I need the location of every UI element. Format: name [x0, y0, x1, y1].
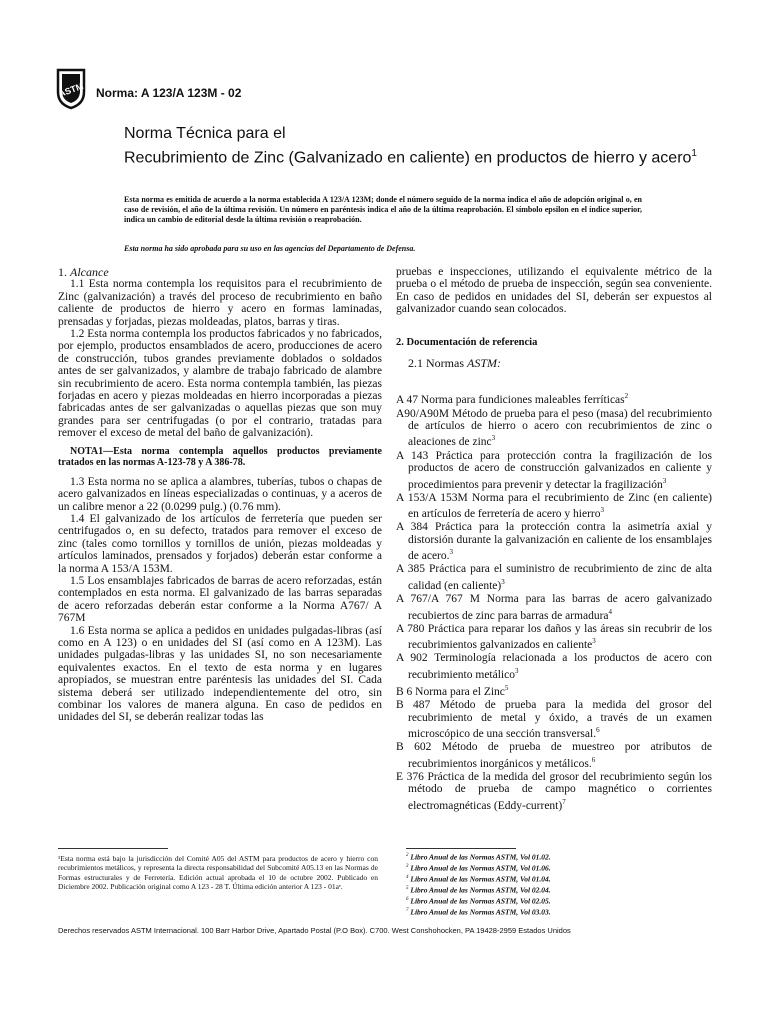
footnote-text: Libro Anual de las Normas ASTM, Vol 02.04. — [408, 885, 551, 895]
footnote-item — [406, 895, 706, 906]
reference-item — [396, 563, 712, 592]
emission-note: Esta norma es emitida de acuerdo a la norma establecida A 123/A 123M; donde el número seguido de la norma indica el año de adopción original o, en caso de revisión, el año de la última revisión. Un número en paréntesis indica el año de la última reaprobación. El símbolo epsilon en el índice superior, indica un cambio de editorial desde la última revisión o reaprobación. — [124, 195, 642, 224]
reference-footnote-mark: 5 — [504, 684, 509, 693]
reference-footnote-mark: 3 — [600, 506, 605, 515]
reference-text: A 780 Práctica para reparar los daños y las áreas sin recubrir de los recubrimientos galvanizados en caliente — [396, 622, 712, 651]
left-column — [58, 266, 382, 724]
section-2-1-prefix: 2.1 Normas — [408, 356, 464, 371]
reference-text: B 602 Método de prueba de muestreo por atributos de recubrimientos inorgánicos y metálicos. — [396, 741, 712, 770]
svg-text:ASTM: ASTM — [57, 80, 85, 100]
reference-footnote-mark: 6 — [591, 755, 596, 764]
paragraph-1-5: 1.5 Los ensamblajes fabricados de barras de acero reforzadas, están contemplados en esta norma. El galvanizado de las barras separadas de acero reforzadas deberán estar conforme a la Norma A767/ A 767M — [58, 574, 382, 625]
footnote-item — [406, 851, 706, 862]
reference-item — [396, 450, 712, 491]
reference-footnote-mark: 6 — [596, 726, 600, 735]
paragraph-1-3: 1.3 Esta norma no se aplica a alambres, tuberías, tubos o chapas de acero galvanizados en líneas especializadas o continuas, y a aceros de un calibre menor a 22 (0.0299 pulg.) (0.76 mm). — [58, 475, 382, 513]
reference-text: B 487 Método de prueba para la medida del grosor del recubrimiento de metal y óxido, a través de un examen microscópico de una sección transversal. — [396, 699, 712, 740]
reference-footnote-mark: 7 — [562, 797, 566, 806]
reference-text: A 384 Práctica para la protección contra la asimetría axial y distorsión durante la galvanización en caliente de los ensamblajes de acero. — [396, 521, 712, 563]
astm-logo-icon — [52, 66, 90, 110]
reference-text: B 6 Norma para el Zinc — [396, 685, 505, 698]
footnote-number: 2 — [406, 853, 409, 858]
paragraph-1-6-continued: pruebas e inspecciones, utilizando el equivalente métrico de la prueba o el método de prueba de inspección, según sea conveniente. En caso de pedidos en unidades del SI, deberán ser expuestos al galvanizador cuando sean colocados. — [396, 266, 712, 316]
reference-item — [396, 682, 712, 698]
footnote-number: 6 — [406, 896, 409, 902]
footnote-text: Libro Anual de las Normas ASTM, Vol 02.05. — [408, 896, 551, 906]
approval-note: Esta norma ha sido aprobada para su uso en las agencias del Departamento de Defensa. — [124, 244, 416, 253]
reference-text: A90/A90M Método de prueba para el peso (masa) del recubrimiento de artículos de hierro o acero con recubrimientos de zinc o aleaciones de zinc — [396, 407, 712, 449]
reference-footnote-mark: 2 — [624, 392, 629, 401]
title-footnote-mark: 1 — [691, 148, 697, 159]
reference-item — [396, 623, 712, 652]
reference-item — [396, 521, 712, 562]
reference-text: A 902 Terminología relacionada a los productos de acero con recubrimiento metálico — [396, 652, 712, 681]
footnote-number: 5 — [406, 885, 409, 891]
reference-footnote-mark: 3 — [449, 548, 453, 557]
title-line-2-text: Recubrimiento de Zinc (Galvanizado en caliente) en productos de hierro y acero — [124, 149, 692, 167]
footnote-1: ¹Esta norma está bajo la jurisdicción del Comité A05 del ASTM para productos de acero y hierro con recubrimientos metálicos, y representa la directa responsabilidad del Subcomité A05.13 en las Normas de Formas estructurales y de Ferretería. Edición actual aprobada el 10 de octubre 2002. Publicado en Diciembre 2002. Publicación original como A 123 - 28 T. Última edición anterior A 123 - 01aᵉ. — [58, 854, 378, 891]
right-column — [396, 266, 712, 813]
footnote-rule-left — [58, 848, 168, 849]
paragraph-1-1: 1.1 Esta norma contempla los requisitos para el recubrimiento de Zinc (galvanización) a través del proceso de recubrimiento en baño caliente de productos de hierro y acero en formas laminadas, prensadas y forjadas, piezas moldeadas, platos, barras y tiras. — [58, 278, 382, 328]
reference-text: E 376 Práctica de la medida del grosor del recubrimiento según los método de prueba de campo magnético o corrientes electromagnéticas (Eddy-current) — [396, 770, 712, 812]
reference-item — [396, 771, 712, 812]
reference-item — [396, 741, 712, 770]
reference-footnote-mark: 3 — [491, 434, 496, 443]
footnote-text: Libro Anual de las Normas ASTM, Vol 03.03. — [408, 907, 551, 917]
title-line-2 — [124, 144, 724, 168]
paragraph-1-4: 1.4 El galvanizado de los artículos de ferretería que pueden ser centrifugados o, en su defecto, tratados para remover el exceso de zinc (tales como tornillos y tornillos de unión, piezas moldeadas y artículos laminados, prensados y forjados) deberán estar conforme a la norma A 153/A 153M. — [58, 512, 382, 575]
footnote-item — [406, 906, 706, 917]
footnote-number: 4 — [406, 874, 409, 880]
footnote-number: 3 — [406, 863, 409, 869]
reference-item — [396, 408, 712, 449]
paragraph-1-6: 1.6 Esta norma se aplica a pedidos en unidades pulgadas-libras (así como en A 123) o en unidades del SI (así como en A 123M). Las unidades pulgadas-libras y las unidades SI, no son necesariamente equivalentes exactos. En el texto de esta norma y en lugares apropiados, se muestran entre paréntesis las unidades del SI. Cada sistema deberá ser utilizado independientemente del otro, sin combinar los valores de manera alguna. En caso de pedidos en unidades del SI, se deberán realizar todas las — [58, 624, 382, 724]
reference-list — [396, 390, 712, 812]
reference-text: A 153/A 153M Norma para el recubrimiento de Zinc (en caliente) en artículos de ferretería de acero y hierro — [396, 491, 712, 520]
section-2-heading: 2. Documentación de referencia — [396, 336, 538, 348]
footnote-number: 7 — [406, 907, 409, 913]
footnotes-right — [406, 851, 706, 916]
section-2-1-astm: ASTM: — [467, 356, 501, 371]
reference-text: A 385 Práctica para el suministro de recubrimiento de zinc de alta calidad (en caliente) — [396, 563, 712, 592]
reference-item — [396, 593, 712, 622]
title-line-1: Norma Técnica para el — [124, 125, 286, 142]
reference-text: A 767/A 767 M Norma para las barras de acero galvanizado recubiertos de zinc para barras de armadura — [396, 593, 712, 622]
copyright-notice: Derechos reservados ASTM Internacional. 100 Barr Harbor Drive, Apartado Postal (P.O Box). C700. West Conshohocken, PA 19428-2959 Estados Unidos — [58, 926, 571, 935]
section-1-title: Alcance — [70, 265, 109, 279]
reference-footnote-mark: 4 — [608, 607, 612, 616]
section-1-number: 1. — [58, 265, 67, 279]
footnote-item — [406, 862, 706, 873]
footnote-rule-right — [406, 848, 516, 849]
section-2-1-heading — [408, 357, 712, 369]
reference-item — [396, 390, 712, 406]
document-title — [124, 124, 724, 168]
footnote-item — [406, 884, 706, 895]
nota-1: NOTA1—Esta norma contempla aquellos productos previamente tratados en las normas A-123-78 y A 386-78. — [58, 445, 382, 468]
reference-footnote-mark: 3 — [501, 577, 505, 586]
footnote-item — [406, 873, 706, 884]
reference-footnote-mark: 3 — [662, 476, 667, 485]
norma-header: Norma: A 123/A 123M - 02 — [96, 86, 242, 100]
paragraph-1-2: 1.2 Esta norma contempla los productos fabricados y no fabricados, por ejemplo, productos ensamblados de acero, producciones de acero de construcción, tubos grandes previamente doblados o soldados antes de ser galvanizados, y alambre de trabajo fabricado de alambre sin recubrimiento de acero. Esta norma contempla también, las piezas forjadas en acero y piezas moldeadas en hierro incorporadas a piezas fabricadas antes de ser galvanizadas o aquellas piezas que son muy grandes para ser centrifugadas (o por el contrario, tratadas para remover el exceso de metal del baño de galvanización). — [58, 328, 383, 440]
reference-text: A 143 Práctica para protección contra la fragilización de los productos de acero de construcción galvanizados en caliente y procedimientos para prevenir y detectar la fragilización — [396, 449, 712, 491]
footnote-text: Libro Anual de las Normas ASTM, Vol 01.04. — [408, 874, 551, 884]
reference-text: A 47 Norma para fundiciones maleables ferríticas — [396, 394, 625, 407]
footnote-text: Libro Anual de las Normas ASTM, Vol 01.02. — [408, 852, 551, 862]
reference-footnote-mark: 3 — [592, 637, 596, 646]
footnote-text: Libro Anual de las Normas ASTM, Vol 01.06. — [408, 863, 551, 873]
reference-item — [396, 699, 712, 740]
section-1-heading — [58, 266, 382, 278]
reference-item — [396, 492, 712, 521]
reference-footnote-mark: 3 — [514, 666, 519, 675]
reference-item — [396, 652, 712, 681]
